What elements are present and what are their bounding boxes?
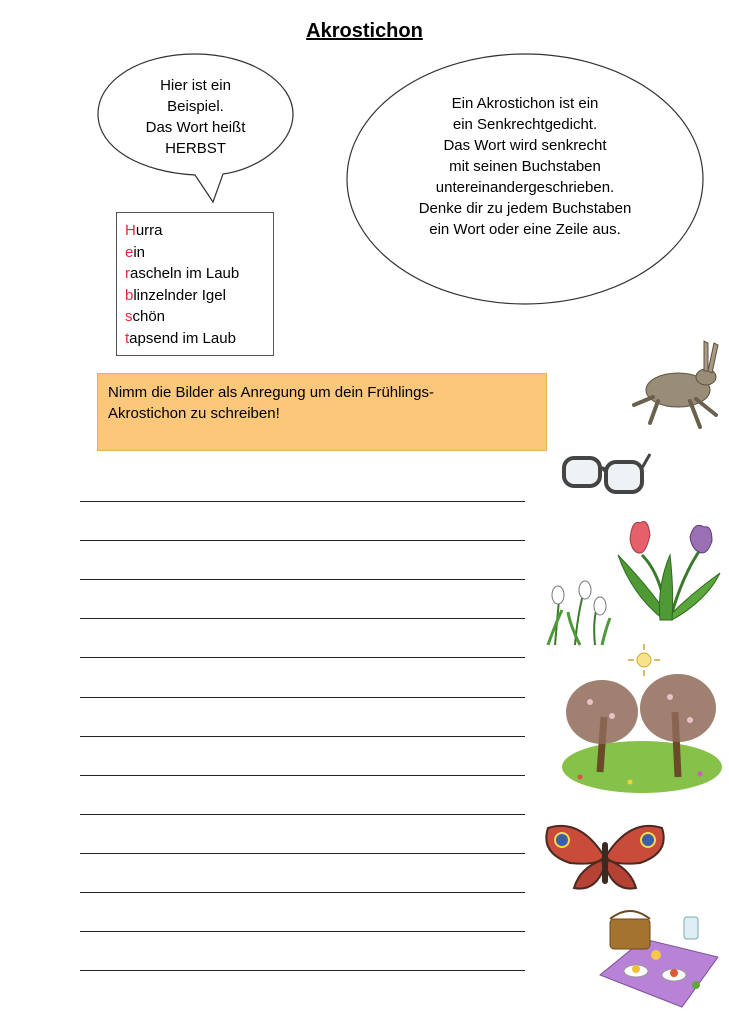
writing-line: [80, 931, 525, 932]
writing-line: [80, 501, 525, 502]
example-acrostic-box: [116, 212, 274, 356]
butterfly-illustration: [540, 818, 670, 896]
acrostic-line: [125, 285, 273, 307]
bubble-line: Hier ist ein: [160, 77, 231, 94]
acrostic-initial: e: [125, 243, 134, 261]
writing-line: [80, 775, 525, 776]
acrostic-line: [125, 242, 273, 264]
acrostic-rest: urra: [135, 222, 163, 239]
glasses-illustration: [560, 448, 652, 500]
writing-line: [80, 736, 525, 737]
bubble-line: Das Wort wird senkrecht: [443, 137, 607, 154]
bubble-line: Beispiel.: [167, 98, 224, 115]
writing-line: [80, 657, 525, 658]
acrostic-rest: ascheln im Laub: [130, 265, 240, 283]
acrostic-rest: chön: [132, 308, 166, 326]
writing-line: [80, 892, 525, 893]
acrostic-initial: s: [125, 308, 133, 326]
bubble-line: HERBST: [165, 140, 226, 157]
writing-line: [80, 697, 525, 698]
writing-line: [80, 853, 525, 854]
picnic-illustration: [596, 905, 720, 1009]
snowdrops-illustration: [540, 570, 615, 648]
bubble-line: ein Senkrechtgedicht.: [452, 116, 598, 133]
bubble-line: ein Wort oder eine Zeile aus.: [429, 221, 621, 238]
bubble-line: Denke dir zu jedem Buchstaben: [418, 200, 632, 217]
definition-bubble-text: [380, 93, 670, 240]
task-box: [97, 373, 547, 451]
acrostic-line: [125, 220, 273, 242]
acrostic-initial: b: [125, 286, 134, 304]
bubble-line: mit seinen Buchstaben: [449, 158, 601, 175]
acrostic-rest: in: [133, 243, 146, 261]
writing-line: [80, 970, 525, 971]
acrostic-line: [125, 306, 273, 328]
hare-illustration: [628, 335, 723, 430]
bubble-line: untereinandergeschrieben.: [435, 179, 615, 196]
bubble-line: Das Wort heißt: [145, 119, 246, 136]
task-line: Akrostichon zu schreiben!: [108, 405, 280, 422]
bubble-line: Ein Akrostichon ist ein: [451, 95, 599, 112]
acrostic-initial: r: [125, 265, 130, 283]
writing-line: [80, 814, 525, 815]
acrostic-rest: linzelnder Igel: [133, 286, 226, 304]
tulips-illustration: [612, 515, 722, 625]
task-line: Nimm die Bilder als Anregung um dein Frühlings-: [108, 384, 434, 401]
page-title: Akrostichon: [306, 20, 423, 42]
writing-line: [80, 540, 525, 541]
acrostic-initial: H: [125, 222, 136, 239]
writing-line: [80, 618, 525, 619]
acrostic-rest: apsend im Laub: [129, 329, 236, 347]
example-bubble-text: [98, 75, 293, 159]
acrostic-line: [125, 263, 273, 285]
trees-meadow-illustration: [560, 642, 725, 797]
acrostic-initial: t: [125, 329, 130, 347]
writing-line: [80, 579, 525, 580]
acrostic-line: [125, 328, 273, 350]
